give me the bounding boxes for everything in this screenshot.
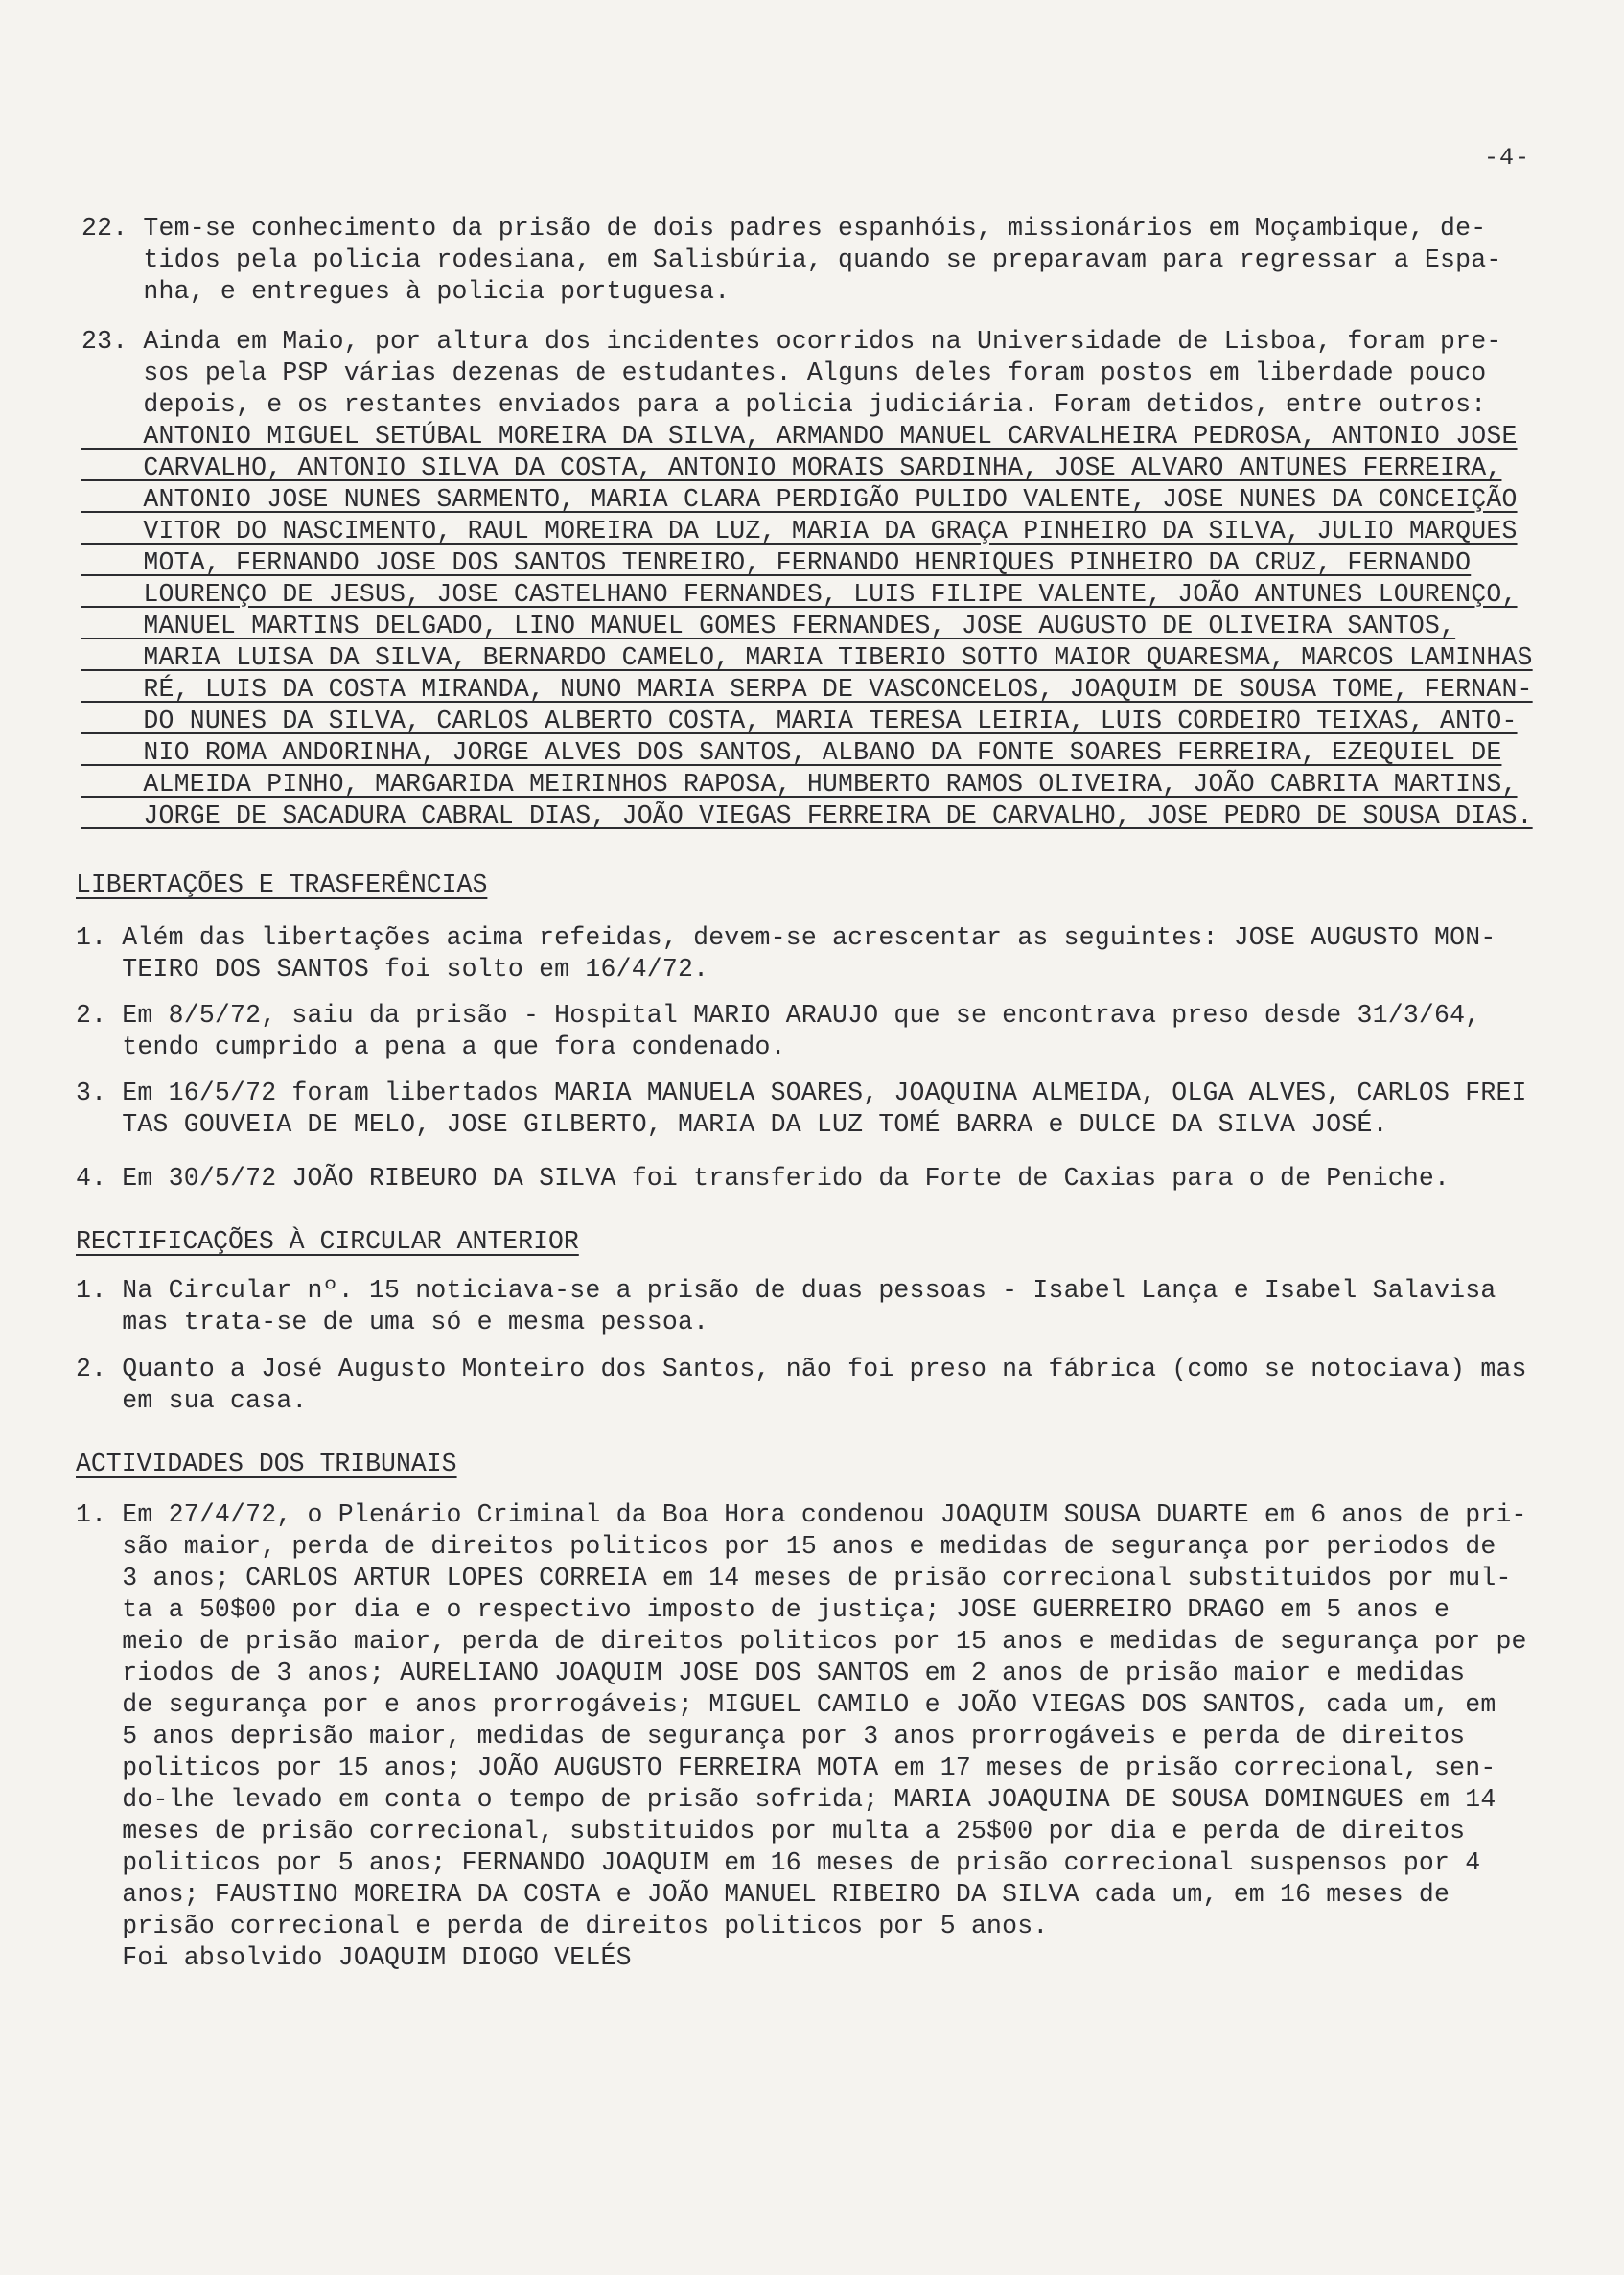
text-line: JORGE DE SACADURA CABRAL DIAS, JOÃO VIEGAS FERREIRA DE CARVALHO, JOSE PEDRO DE SOUSA DIAS.	[81, 801, 1533, 830]
text-line: LOURENÇO DE JESUS, JOSE CASTELHANO FERNANDES, LUIS FILIPE VALENTE, JOÃO ANTUNES LOURENÇO,	[81, 580, 1518, 609]
text-line: TEIRO DOS SANTOS foi solto em 16/4/72.	[76, 955, 709, 984]
text-line: Foi absolvido JOAQUIM DIOGO VELÉS	[76, 1943, 632, 1972]
text-line: MOTA, FERNANDO JOSE DOS SANTOS TENREIRO, FERNANDO HENRIQUES PINHEIRO DA CRUZ, FERNANDO	[81, 548, 1472, 577]
text-line: meio de prisão maior, perda de direitos politicos por 15 anos e medidas de segurança por pe	[76, 1627, 1527, 1656]
text-line: 1. Na Circular nº. 15 noticiava-se a prisão de duas pessoas - Isabel Lança e Isabel Salavisa	[76, 1276, 1496, 1305]
text-line: RÉ, LUIS DA COSTA MIRANDA, NUNO MARIA SERPA DE VASCONCELOS, JOAQUIM DE SOUSA TOME, FERNAN-	[81, 675, 1533, 704]
text-line: riodos de 3 anos; AURELIANO JOAQUIM JOSE DOS SANTOS em 2 anos de prisão maior e medidas	[76, 1659, 1466, 1687]
text-line: politicos por 5 anos; FERNANDO JOAQUIM em 16 meses de prisão correcional suspensos por 4	[76, 1848, 1481, 1877]
text-line: 2. Quanto a José Augusto Monteiro dos Santos, não foi preso na fábrica (como se notociava) mas	[76, 1355, 1527, 1383]
text-line: sos pela PSP várias dezenas de estudantes. Alguns deles foram postos em liberdade pouco	[81, 359, 1487, 387]
text-line: 22. Tem-se conhecimento da prisão de dois padres espanhóis, missionários em Moçambique, de-	[81, 214, 1487, 243]
text-line: prisão correcional e perda de direitos politicos por 5 anos.	[76, 1912, 1049, 1940]
text-line: 4. Em 30/5/72 JOÃO RIBEURO DA SILVA foi transferido da Forte de Caxias para o de Peniche.	[76, 1164, 1450, 1193]
section-title-libertacoes: LIBERTAÇÕES E TRASFERÊNCIAS	[76, 871, 488, 899]
text-line: 1. Além das libertações acima refeidas, devem-se acrescentar as seguintes: JOSE AUGUSTO MON-	[76, 923, 1496, 952]
text-line: 2. Em 8/5/72, saiu da prisão - Hospital MARIO ARAUJO que se encontrava preso desde 31/3/64,	[76, 1001, 1481, 1030]
text-line: 1. Em 27/4/72, o Plenário Criminal da Boa Hora condenou JOAQUIM SOUSA DUARTE em 6 anos de pri-	[76, 1500, 1527, 1529]
text-line: ALMEIDA PINHO, MARGARIDA MEIRINHOS RAPOSA, HUMBERTO RAMOS OLIVEIRA, JOÃO CABRITA MARTINS,	[81, 770, 1518, 799]
text-line: tidos pela policia rodesiana, em Salisbúria, quando se preparavam para regressar a Espa-	[81, 245, 1502, 274]
text-line: MARIA LUISA DA SILVA, BERNARDO CAMELO, MARIA TIBERIO SOTTO MAIOR QUARESMA, MARCOS LAMINHAS	[81, 643, 1533, 672]
text-line: são maior, perda de direitos politicos por 15 anos e medidas de segurança por periodos de	[76, 1532, 1496, 1561]
text-line: 3 anos; CARLOS ARTUR LOPES CORREIA em 14 meses de prisão correcional substituidos por mul-	[76, 1564, 1512, 1592]
text-line: depois, e os restantes enviados para a policia judiciária. Foram detidos, entre outros:	[81, 390, 1487, 419]
text-line: TAS GOUVEIA DE MELO, JOSE GILBERTO, MARIA DA LUZ TOMÉ BARRA e DULCE DA SILVA JOSÉ.	[76, 1110, 1388, 1139]
text-line: nha, e entregues à policia portuguesa.	[81, 277, 731, 306]
text-line: anos; FAUSTINO MOREIRA DA COSTA e JOÃO MANUEL RIBEIRO DA SILVA cada um, em 16 meses de	[76, 1880, 1450, 1909]
page-number: -4-	[1484, 144, 1531, 172]
text-line: meses de prisão correcional, substituidos por multa a 25$00 por dia e perda de direitos	[76, 1817, 1466, 1846]
text-line: em sua casa.	[76, 1386, 308, 1415]
text-line: VITOR DO NASCIMENTO, RAUL MOREIRA DA LUZ, MARIA DA GRAÇA PINHEIRO DA SILVA, JULIO MARQUES	[81, 517, 1518, 546]
text-line: politicos por 15 anos; JOÃO AUGUSTO FERREIRA MOTA em 17 meses de prisão correcional, sen-	[76, 1753, 1496, 1782]
text-line: MANUEL MARTINS DELGADO, LINO MANUEL GOMES FERNANDES, JOSE AUGUSTO DE OLIVEIRA SANTOS,	[81, 612, 1456, 640]
text-line: tendo cumprido a pena a que fora condenado.	[76, 1033, 786, 1061]
text-line: ta a 50$00 por dia e o respectivo imposto de justiça; JOSE GUERREIRO DRAGO em 5 anos e	[76, 1595, 1450, 1624]
text-line: ANTONIO MIGUEL SETÚBAL MOREIRA DA SILVA, ARMANDO MANUEL CARVALHEIRA PEDROSA, ANTONIO JOSE	[81, 422, 1518, 451]
text-line: 3. Em 16/5/72 foram libertados MARIA MANUELA SOARES, JOAQUINA ALMEIDA, OLGA ALVES, CARLOS FREI	[76, 1079, 1527, 1107]
section-title-tribunais: ACTIVIDADES DOS TRIBUNAIS	[76, 1450, 457, 1478]
text-line: 5 anos deprisão maior, medidas de segurança por 3 anos prorrogáveis e perda de direitos	[76, 1722, 1466, 1751]
section-title-rectificacoes: RECTIFICAÇÕES À CIRCULAR ANTERIOR	[76, 1227, 579, 1256]
text-line: de segurança por e anos prorrogáveis; MIGUEL CAMILO e JOÃO VIEGAS DOS SANTOS, cada um, em	[76, 1690, 1496, 1719]
text-line: ANTONIO JOSE NUNES SARMENTO, MARIA CLARA PERDIGÃO PULIDO VALENTE, JOSE NUNES DA CONCEIÇÃO	[81, 485, 1518, 514]
text-line: 23. Ainda em Maio, por altura dos incidentes ocorridos na Universidade de Lisboa, foram pre-	[81, 327, 1502, 356]
text-line: NIO ROMA ANDORINHA, JORGE ALVES DOS SANTOS, ALBANO DA FONTE SOARES FERREIRA, EZEQUIEL DE	[81, 738, 1502, 767]
text-line: DO NUNES DA SILVA, CARLOS ALBERTO COSTA, MARIA TERESA LEIRIA, LUIS CORDEIRO TEIXAS, ANTO-	[81, 707, 1518, 735]
text-line: mas trata-se de uma só e mesma pessoa.	[76, 1308, 709, 1336]
text-line: do-lhe levado em conta o tempo de prisão sofrida; MARIA JOAQUINA DE SOUSA DOMINGUES em 14	[76, 1785, 1496, 1814]
text-line: CARVALHO, ANTONIO SILVA DA COSTA, ANTONIO MORAIS SARDINHA, JOSE ALVARO ANTUNES FERREIRA,	[81, 453, 1502, 482]
